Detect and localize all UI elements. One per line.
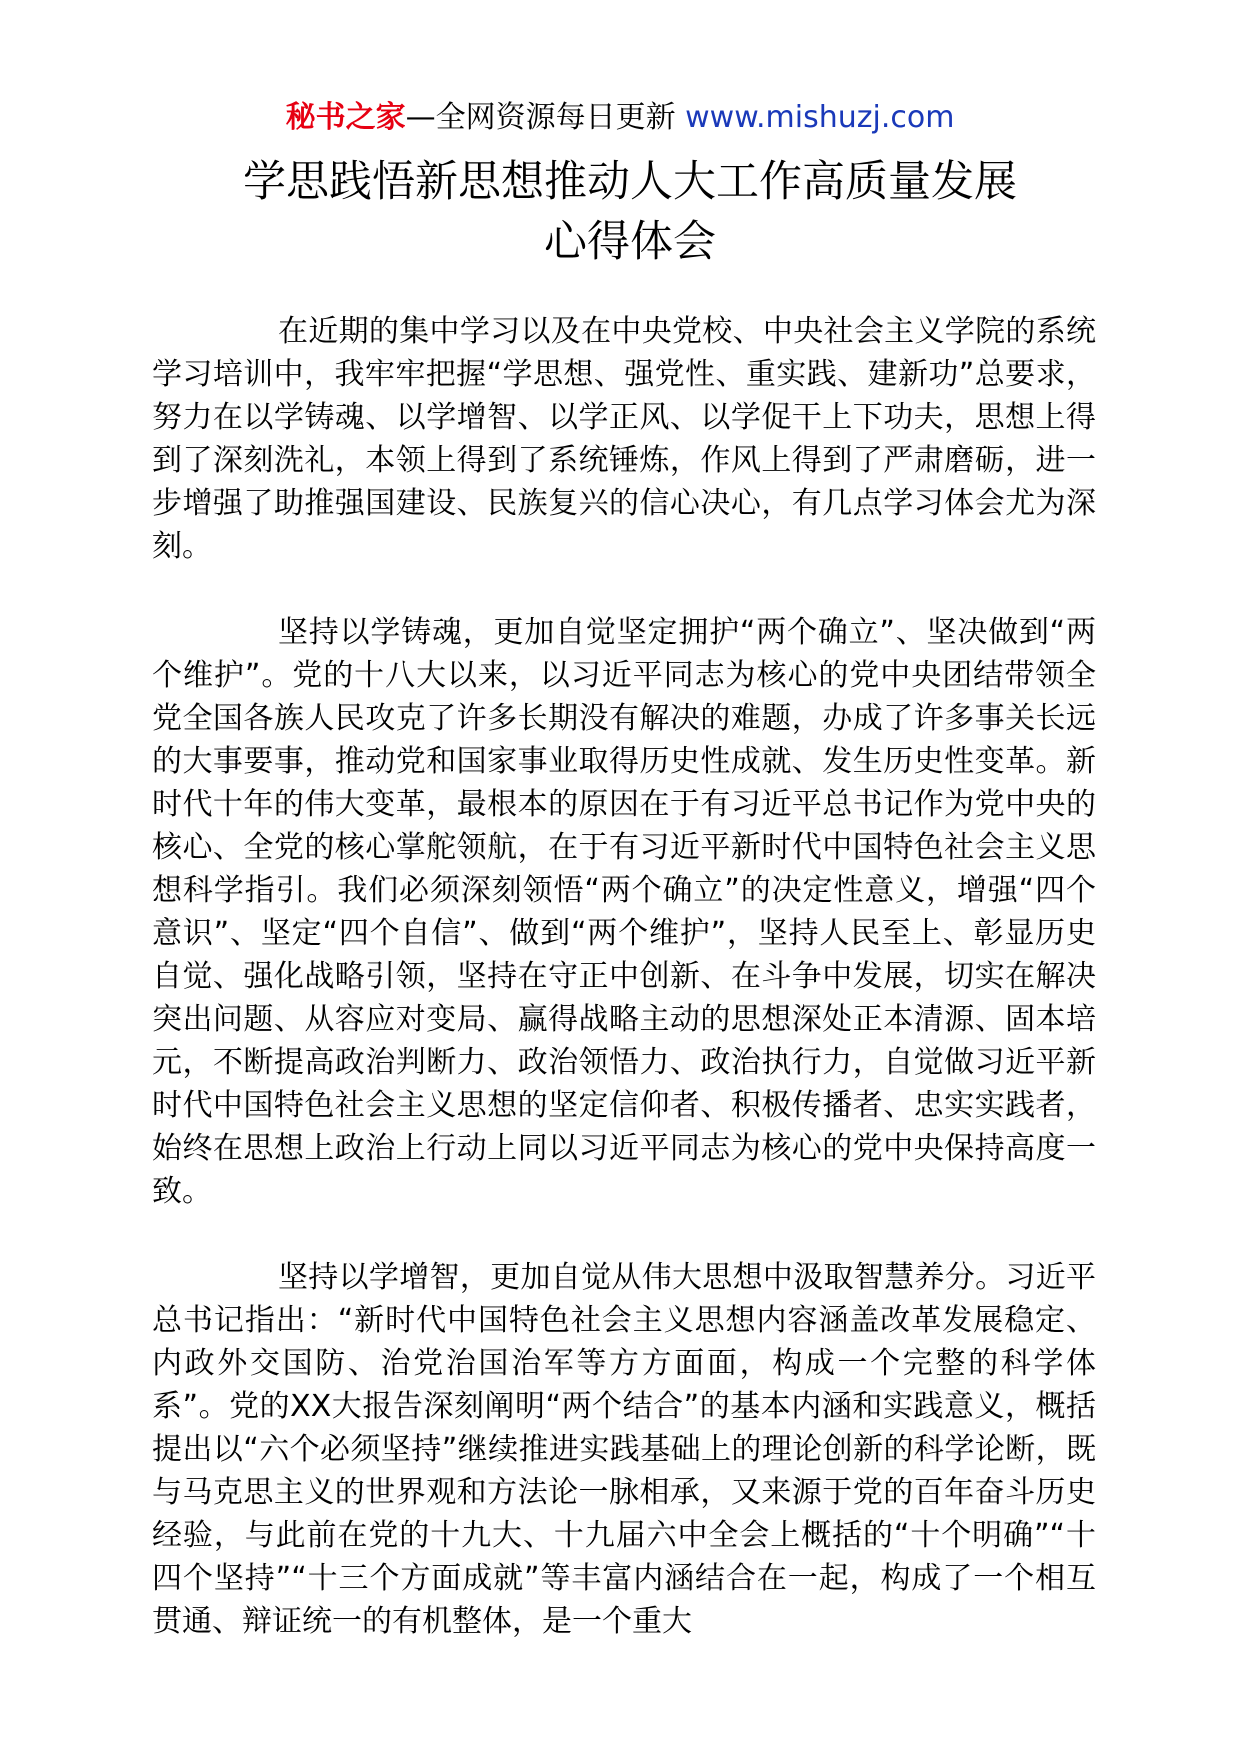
document-title <box>150 152 1110 272</box>
site-tagline: —全网资源每日更新 <box>405 100 686 135</box>
paragraph-wisdom: 坚持以学增智，更加自觉从伟大思想中汲取智慧养分。习近平总书记指出：“新时代中国特色社会主义思想内容涵盖改革发展稳定、内政外交国防、治党治国治军等方方面面，构成一个完整的科学体系”。党的XX大报告深刻阐明“两个结合”的基本内涵和实践意义，概括提出以“六个必须坚持”继续推进实践基础上的理论创新的科学论断，既与马克思主义的世界观和方法论一脉相承，又来源于党的百年奋斗历史经验，与此前在党的十九大、十九届六中全会上概括的“十个明确”“十四个坚持”“十三个方面成就”等丰富内涵结合在一起，构成了一个相互贯通、辩证统一的有机整体，是一个重大 <box>152 1260 1096 1639</box>
paragraph-soul: 坚持以学铸魂，更加自觉坚定拥护“两个确立”、坚决做到“两个维护”。党的十八大以来，以习近平同志为核心的党中央团结带领全党全国各族人民攻克了许多长期没有解决的难题，办成了许多事关长远的大事要事，推动党和国家事业取得历史性成就、发生历史性变革。新时代十年的伟大变革，最根本的原因在于有习近平总书记作为党中央的核心、全党的核心掌舵领航，在于有习近平新时代中国特色社会主义思想科学指引。我们必须深刻领悟“两个确立”的决定性意义，增强“四个意识”、坚定“四个自信”、做到“两个维护”，坚持人民至上、彰显历史自觉、强化战略引领，坚持在守正中创新、在斗争中发展，切实在解决突出问题、从容应对变局、赢得战略主动的思想深处正本清源、固本培元，不断提高政治判断力、政治领悟力、政治执行力，自觉做习近平新时代中国特色社会主义思想的坚定信仰者、积极传播者、忠实实践者，始终在思想上政治上行动上同以习近平同志为核心的党中央保持高度一致。 <box>152 615 1096 1209</box>
site-header <box>0 98 1240 138</box>
paragraph-intro: 在近期的集中学习以及在中央党校、中央社会主义学院的系统学习培训中，我牢牢把握“学思想、强党性、重实践、建新功”总要求，努力在以学铸魂、以学增智、以学正风、以学促干上下功夫，思想上得到了深刻洗礼，本领上得到了系统锤炼，作风上得到了严肃磨砺，进一步增强了助推强国建设、民族复兴的信心决心，有几点学习体会尤为深刻。 <box>152 314 1096 564</box>
site-url-link[interactable]: www.mishuzj.com <box>685 100 955 135</box>
title-line-1: 学思践悟新思想推动人大工作高质量发展 <box>243 157 1017 207</box>
document-body <box>152 310 1096 1686</box>
site-brand-name: 秘书之家 <box>285 100 406 135</box>
title-line-2: 心得体会 <box>544 217 716 267</box>
